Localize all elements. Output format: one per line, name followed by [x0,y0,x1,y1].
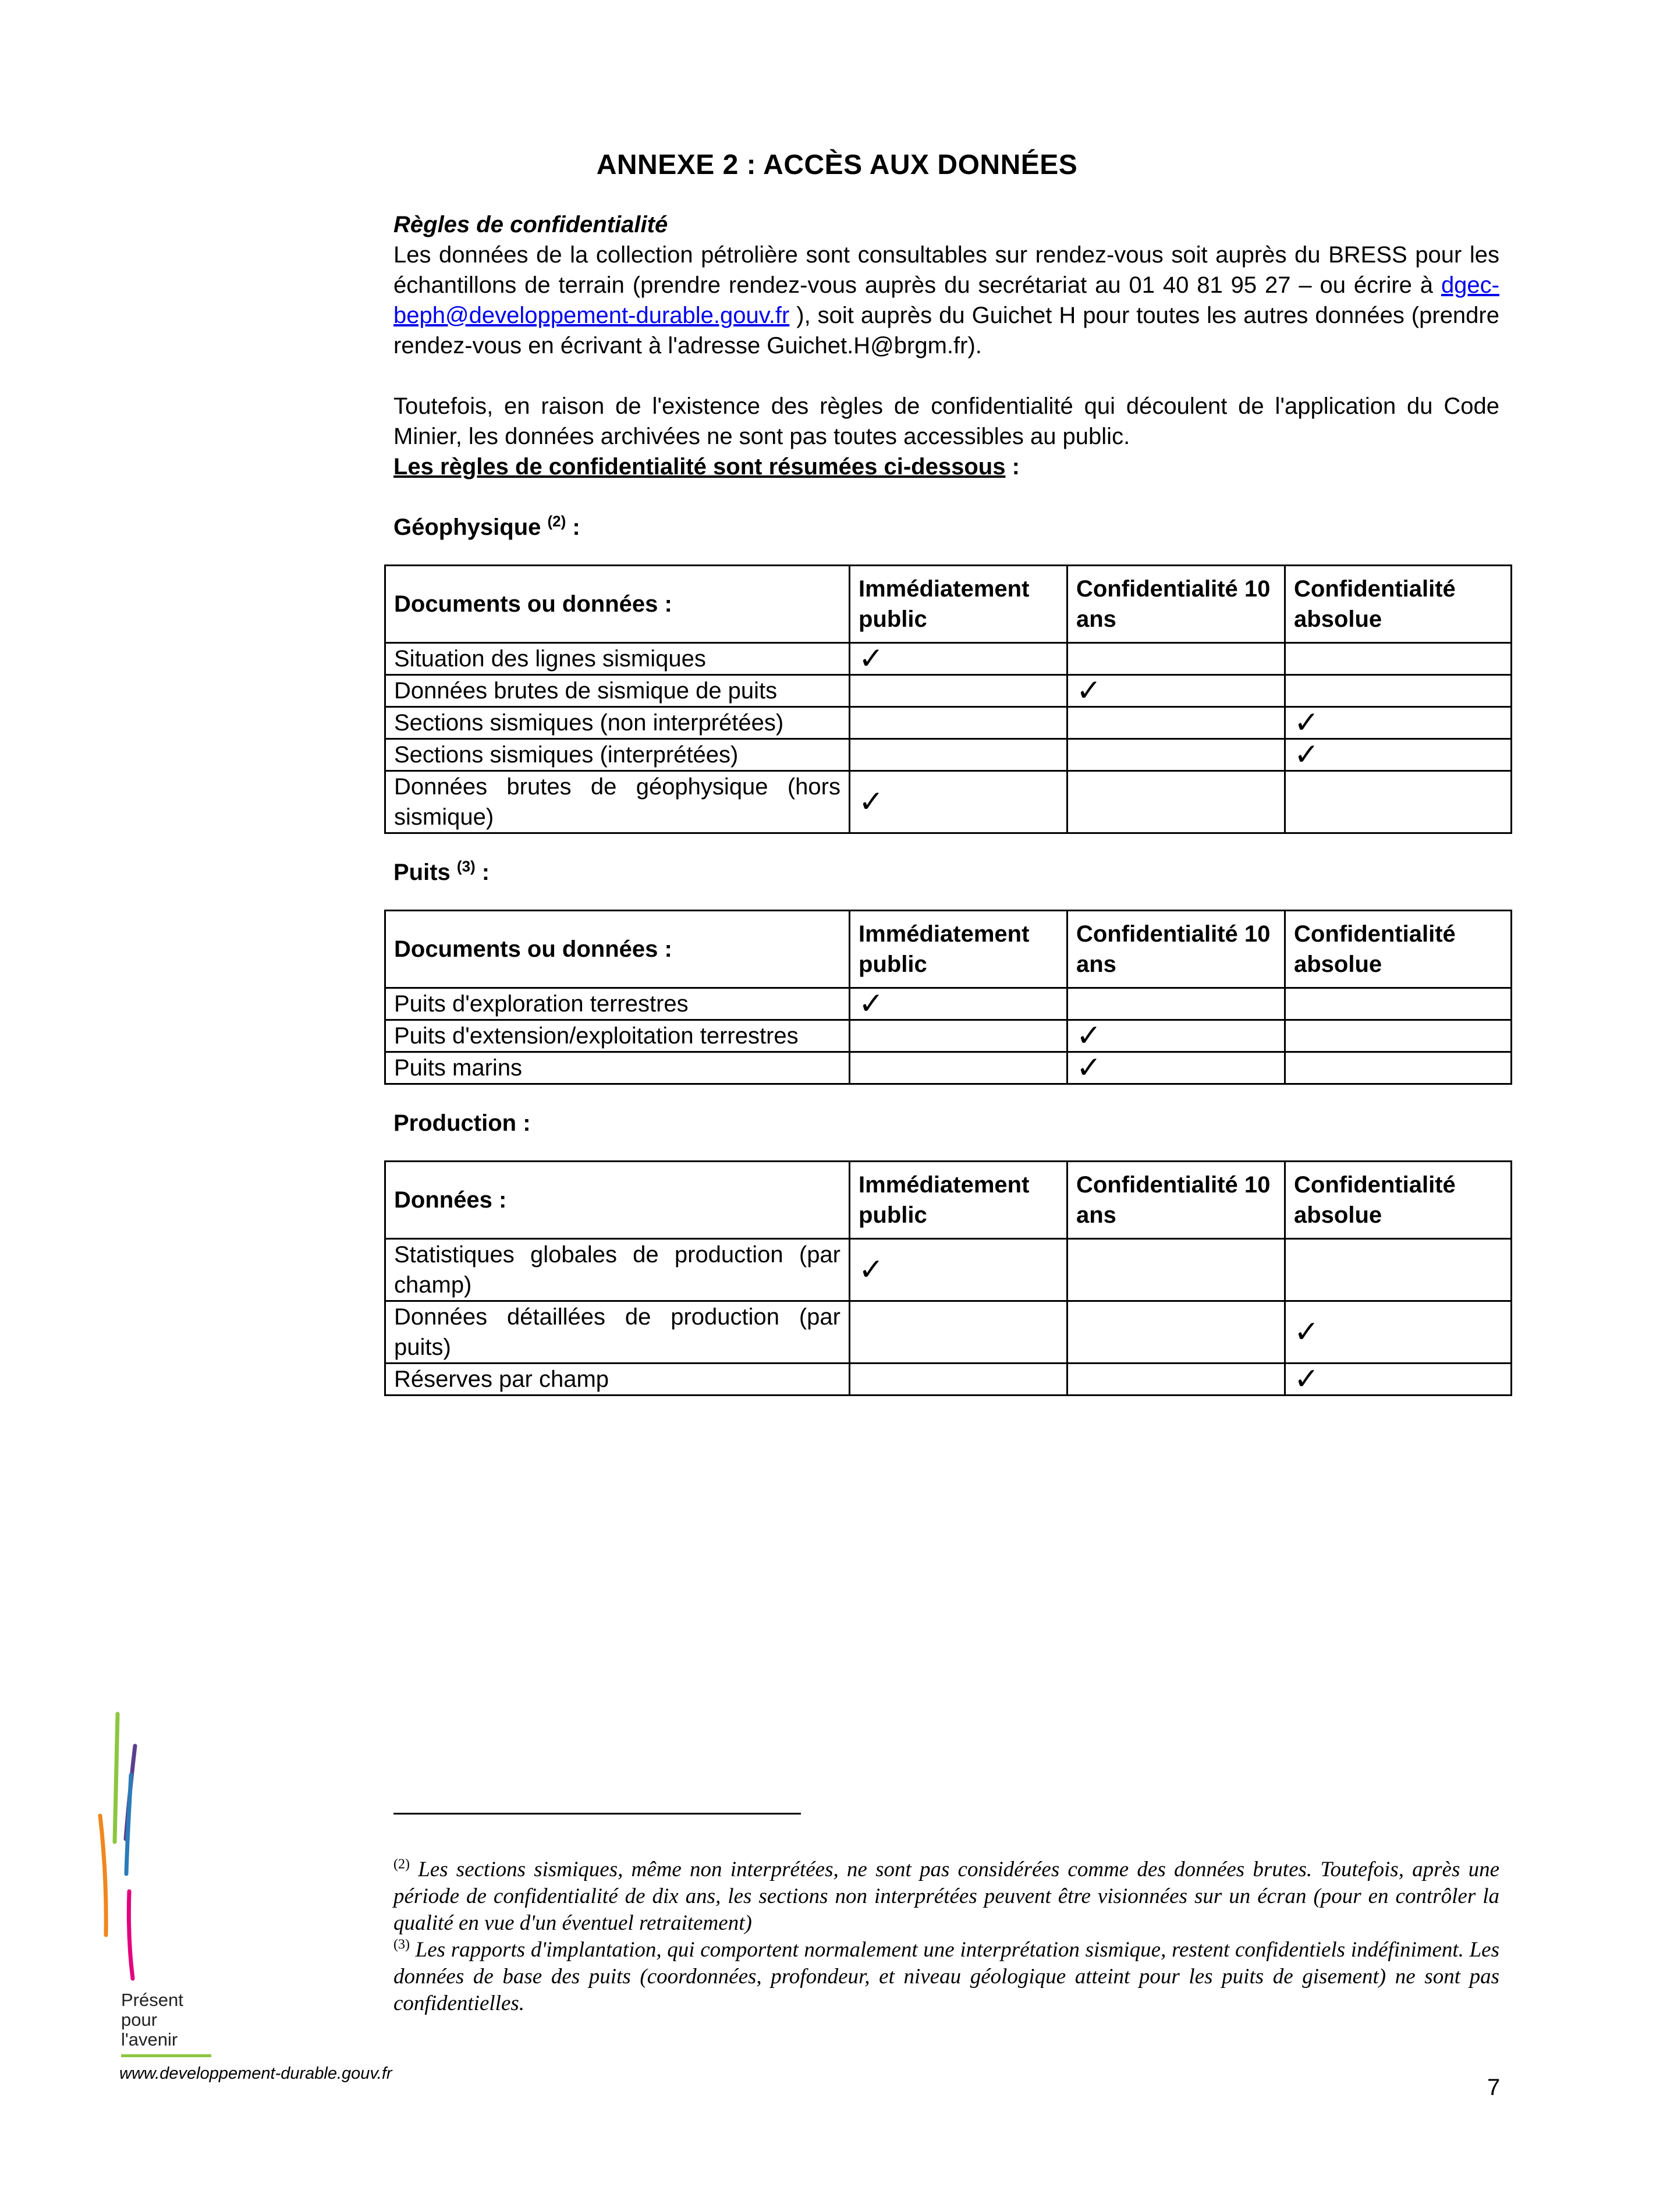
empty-cell [1067,739,1285,771]
row-label: Sections sismiques (interprétées) [385,739,850,771]
empty-cell [1285,643,1512,675]
empty-cell [1067,771,1285,833]
column-header: Documents ou données : [385,566,850,643]
check-mark: ✓ [850,771,1067,833]
check-mark: ✓ [1067,675,1285,707]
table-row [385,1301,1512,1364]
production-heading: Production : [393,1110,531,1136]
check-mark: ✓ [850,1239,1067,1301]
table-header-row [385,1162,1512,1239]
column-header: Confidentialité absolue [1285,566,1512,643]
column-header: Confidentialité 10 ans [1067,911,1285,988]
row-label: Données brutes de géophysique (hors sismique) [385,771,850,833]
column-header: Données : [385,1162,850,1239]
column-header: Documents ou données : [385,911,850,988]
table-row [385,707,1512,739]
empty-cell [1067,988,1285,1020]
column-header: Confidentialité absolue [1285,1162,1512,1239]
empty-cell [1285,988,1512,1020]
empty-cell [1067,643,1285,675]
production-table [384,1160,1512,1396]
footnote-ref-2: (2) [547,512,566,530]
geophysique-heading: Géophysique $^{(2)}$ : [393,512,580,540]
row-label: Puits marins [385,1052,850,1084]
column-header: Immédiatement public [850,1162,1067,1239]
empty-cell [1067,1364,1285,1396]
footnote-separator [393,1813,801,1815]
code-minier-paragraph: Toutefois, en raison de l'existence des règles de confidentialité qui découlent de l'application du Code Minier, les données archivées ne sont pas toutes accessibles au public. [393,393,1499,449]
check-mark: ✓ [1285,707,1512,739]
intro-paragraph: Les données de la collection pétrolière sont consultables sur rendez-vous soit auprès du BRESS pour les échantillons de terrain (prendre rendez-vous auprès du secrétariat au 01 40 81 95 27 – ou écrire à dgec-beph@developpement-durable.gouv.fr ), soit auprès du Guichet H pour toutes les autres données (prendre rendez-vous en écrivant à l'adresse Guichet.H@brgm.fr). [393,242,1499,358]
table-row [385,675,1512,707]
puits-heading: Puits $^{(3)}$ : [393,857,490,885]
column-header: Immédiatement public [850,566,1067,643]
table-header-row [385,566,1512,643]
logo-underline [121,2054,211,2057]
empty-cell [850,1364,1067,1396]
row-label: Puits d'exploration terrestres [385,988,850,1020]
row-label: Données détaillées de production (par puits) [385,1301,850,1364]
row-label: Sections sismiques (non interprétées) [385,707,850,739]
empty-cell [850,1301,1067,1364]
table-row [385,643,1512,675]
table-row [385,988,1512,1020]
row-label: Puits d'extension/exploitation terrestres [385,1020,850,1052]
empty-cell [1285,771,1512,833]
table-row [385,771,1512,833]
check-mark: ✓ [1067,1052,1285,1084]
email-link[interactable]: dgec-beph@developpement-durable.gouv.fr [393,272,1499,328]
row-label: Situation des lignes sismiques [385,643,850,675]
main-content [393,210,1499,1396]
footnote-3: $^{(3)}$ Les rapports d'implantation, qui comportent normalement une interprétation sismique, restent confidentiels indéfiniment. Les données de base des puits (coordonnées, profondeur, et niveau géologique atteint pour les puits de gisement) ne sont pas confidentielles. [393,1937,1499,2015]
confidentiality-heading: Règles de confidentialité [393,212,668,237]
logo-text: Présent pour l'avenir [121,1990,183,2050]
empty-cell [1067,1239,1285,1301]
table-row [385,1239,1512,1301]
row-label: Réserves par champ [385,1364,850,1396]
check-mark: ✓ [1285,1364,1512,1396]
empty-cell [1285,1052,1512,1084]
row-label: Données brutes de sismique de puits [385,675,850,707]
check-mark: ✓ [1285,739,1512,771]
page-number: 7 [1487,2075,1501,2100]
row-label: Statistiques globales de production (par champ) [385,1239,850,1301]
empty-cell [850,1052,1067,1084]
table-header-row [385,911,1512,988]
summary-heading: Les règles de confidentialité sont résumées ci-dessous : [393,454,1020,480]
empty-cell [1067,1301,1285,1364]
empty-cell [850,1020,1067,1052]
website-url[interactable]: www.developpement-durable.gouv.fr [119,2064,392,2083]
table-row [385,739,1512,771]
empty-cell [850,739,1067,771]
empty-cell [1285,675,1512,707]
column-header: Confidentialité absolue [1285,911,1512,988]
empty-cell [850,675,1067,707]
puits-table [384,910,1512,1085]
check-mark: ✓ [850,988,1067,1020]
check-mark: ✓ [1285,1301,1512,1364]
page-title: ANNEXE 2 : ACCÈS AUX DONNÉES [596,150,1078,180]
geophysique-table [384,564,1512,834]
empty-cell [1285,1020,1512,1052]
table-row [385,1364,1512,1396]
check-mark: ✓ [1067,1020,1285,1052]
check-mark: ✓ [850,643,1067,675]
column-header: Confidentialité 10 ans [1067,1162,1285,1239]
table-row [385,1020,1512,1052]
column-header: Confidentialité 10 ans [1067,566,1285,643]
table-row [385,1052,1512,1084]
footnote-ref-3: (3) [456,857,476,875]
empty-cell [1285,1239,1512,1301]
footnotes [393,1856,1499,2017]
column-header: Immédiatement public [850,911,1067,988]
empty-cell [850,707,1067,739]
empty-cell [1067,707,1285,739]
footnote-2: $^{(2)}$ Les sections sismiques, même non interprétées, ne sont pas considérées comme des données brutes. Toutefois, après une période de confidentialité de dix ans, les sections non interprétées peuvent être visionnées sur un écran (pour en contrôler la qualité en vue d'un éventuel retraitement) [393,1856,1499,1935]
